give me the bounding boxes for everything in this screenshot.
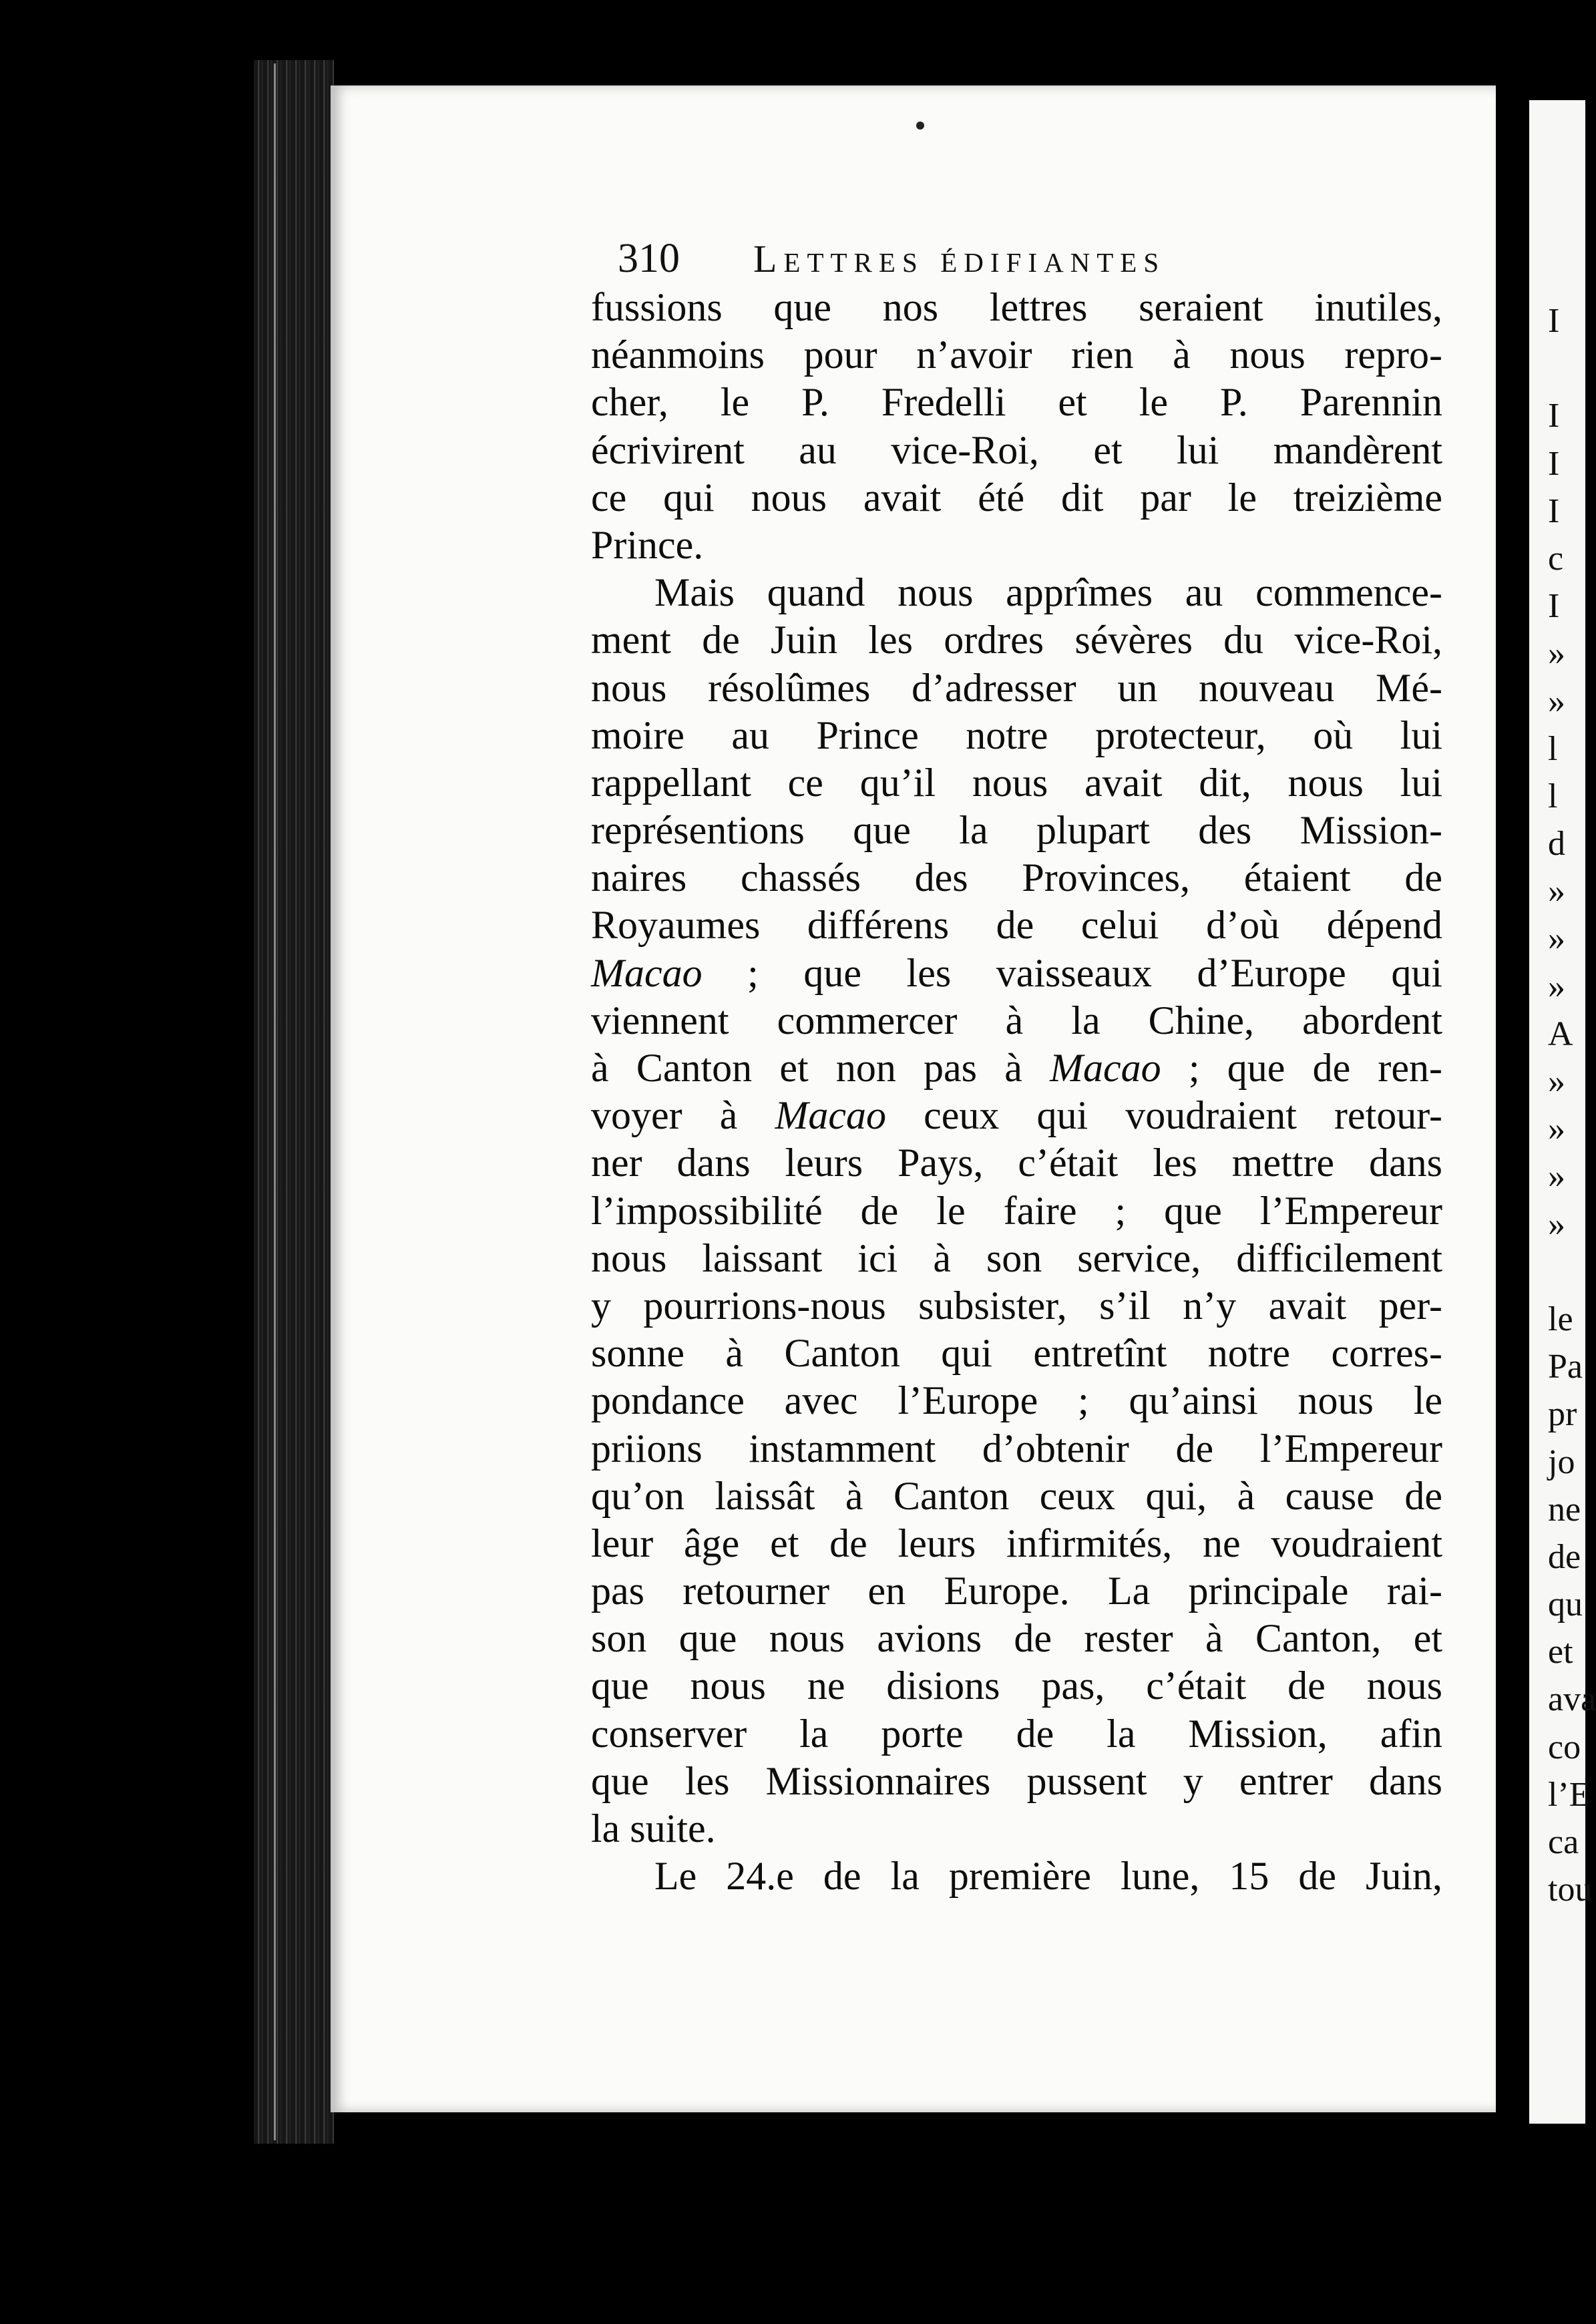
facing-page-fragment: »	[1548, 872, 1565, 911]
facing-page-fragment: I	[1548, 444, 1560, 483]
text-line: Royaumes différens de celui d’où dépend	[591, 903, 1442, 948]
facing-page-fragment: pr	[1548, 1395, 1577, 1434]
facing-page-fragment: I	[1548, 302, 1560, 340]
text-line: Mais quand nous apprîmes au commence-	[654, 570, 1442, 615]
facing-page-fragment: I	[1548, 587, 1560, 626]
page-mark	[916, 122, 924, 130]
text-line: priions instamment d’obtenir de l’Empereur	[591, 1426, 1442, 1471]
text-line: pas retourner en Europe. La principale rai-	[591, 1569, 1442, 1613]
facing-page-fragment: »	[1548, 967, 1565, 1006]
facing-page-fragment: »	[1548, 920, 1565, 958]
text-line: ce qui nous avait été dit par le treizième	[591, 475, 1442, 520]
text-line: voyer à Macao ceux qui voudraient retour-	[591, 1093, 1442, 1138]
facing-page-fragment: »	[1548, 1205, 1565, 1243]
facing-page-fragment: »	[1548, 1157, 1565, 1196]
facing-page-fragment: »	[1548, 1062, 1565, 1101]
text-line: que les Missionnaires pussent y entrer dans	[591, 1758, 1442, 1803]
facing-page-fragment: tou	[1548, 1871, 1593, 1909]
text-line: représentions que la plupart des Mission-	[591, 808, 1442, 853]
running-title: Lettres édifiantes	[753, 237, 1166, 280]
facing-page-fragment: »	[1548, 1110, 1565, 1149]
body-text	[591, 284, 1442, 1900]
text-line: la suite.	[591, 1806, 716, 1851]
page-number: 310	[618, 236, 680, 281]
text-line: fussions que nos lettres seraient inutiles,	[591, 285, 1442, 329]
text-line: viennent commercer à la Chine, abordent	[591, 998, 1442, 1042]
text-line: néanmoins pour n’avoir rien à nous repro-	[591, 333, 1442, 377]
text-line: y pourrions-nous subsister, s’il n’y avait per-	[591, 1283, 1442, 1328]
facing-page-fragment: »	[1548, 682, 1565, 721]
text-line: nous résolûmes d’adresser un nouveau Mé-	[591, 665, 1442, 710]
text-line: l’impossibilité de le faire ; que l’Empereur	[591, 1188, 1442, 1233]
running-head	[618, 235, 1165, 282]
facing-page-fragment: et	[1548, 1633, 1573, 1672]
facing-page-text	[1548, 297, 1596, 1913]
text-line: leur âge et de leurs infirmités, ne voudraient	[591, 1521, 1442, 1565]
text-line: Macao ; que les vaisseaux d’Europe qui	[591, 950, 1442, 995]
text-line: que nous ne disions pas, c’était de nous	[591, 1664, 1442, 1708]
facing-page-fragment: ne	[1548, 1490, 1581, 1529]
text-line: sonne à Canton qui entretînt notre corres-	[591, 1331, 1442, 1376]
facing-page-fragment: A	[1548, 1014, 1573, 1053]
place-name-italic: Macao	[1050, 1046, 1161, 1090]
text-line: ner dans leurs Pays, c’était les mettre dans	[591, 1141, 1442, 1185]
facing-page-fragment: qu	[1548, 1585, 1583, 1624]
facing-page-fragment: d	[1548, 825, 1565, 863]
text-line: conserver la porte de la Mission, afin	[591, 1711, 1442, 1756]
text-line: son que nous avions de rester à Canton, et	[591, 1616, 1442, 1661]
page-edges	[254, 60, 334, 2144]
facing-page-fragment: le	[1548, 1300, 1573, 1338]
facing-page-fragment: co	[1548, 1728, 1581, 1766]
text-line: qu’on laissât à Canton ceux qui, à cause de	[591, 1473, 1442, 1518]
text-line: rappellant ce qu’il nous avait dit, nous lui	[591, 760, 1442, 805]
facing-page-fragment	[1548, 1248, 1588, 1296]
text-line: à Canton et non pas à Macao ; que de ren-	[591, 1046, 1442, 1090]
text-line: pondance avec l’Europe ; qu’ainsi nous le	[591, 1378, 1442, 1423]
spine-line	[274, 63, 276, 2140]
place-name-italic: Macao	[775, 1093, 887, 1138]
facing-page-fragment: l	[1548, 777, 1558, 815]
text-line: nous laissant ici à son service, difficilement	[591, 1235, 1442, 1280]
facing-page-fragment: Pa	[1548, 1348, 1583, 1386]
text-line: ment de Juin les ordres sévères du vice-Roi,	[591, 618, 1442, 662]
place-name-italic: Macao	[591, 950, 703, 995]
text-line: naires chassés des Provinces, étaient de	[591, 855, 1442, 900]
facing-page-fragment: l	[1548, 729, 1558, 768]
facing-page-fragment: ava	[1548, 1680, 1596, 1719]
facing-page-fragment: l’E	[1548, 1775, 1591, 1814]
facing-page-fragment: jo	[1548, 1442, 1575, 1481]
facing-page-fragment: I	[1548, 397, 1560, 435]
facing-page-fragment: ca	[1548, 1823, 1579, 1861]
facing-page-fragment: de	[1548, 1537, 1581, 1576]
facing-page-fragment	[1548, 345, 1588, 392]
facing-page-fragment: I	[1548, 492, 1560, 530]
text-line: Le 24.e de la première lune, 15 de Juin,	[654, 1854, 1442, 1899]
facing-page-fragment: c	[1548, 539, 1564, 578]
facing-page-fragment: »	[1548, 634, 1565, 673]
text-line: moire au Prince notre protecteur, où lui	[591, 713, 1442, 757]
text-line: cher, le P. Fredelli et le P. Parennin	[591, 380, 1442, 425]
text-line: écrivirent au vice-Roi, et lui mandèrent	[591, 427, 1442, 472]
text-line: Prince.	[591, 522, 704, 567]
